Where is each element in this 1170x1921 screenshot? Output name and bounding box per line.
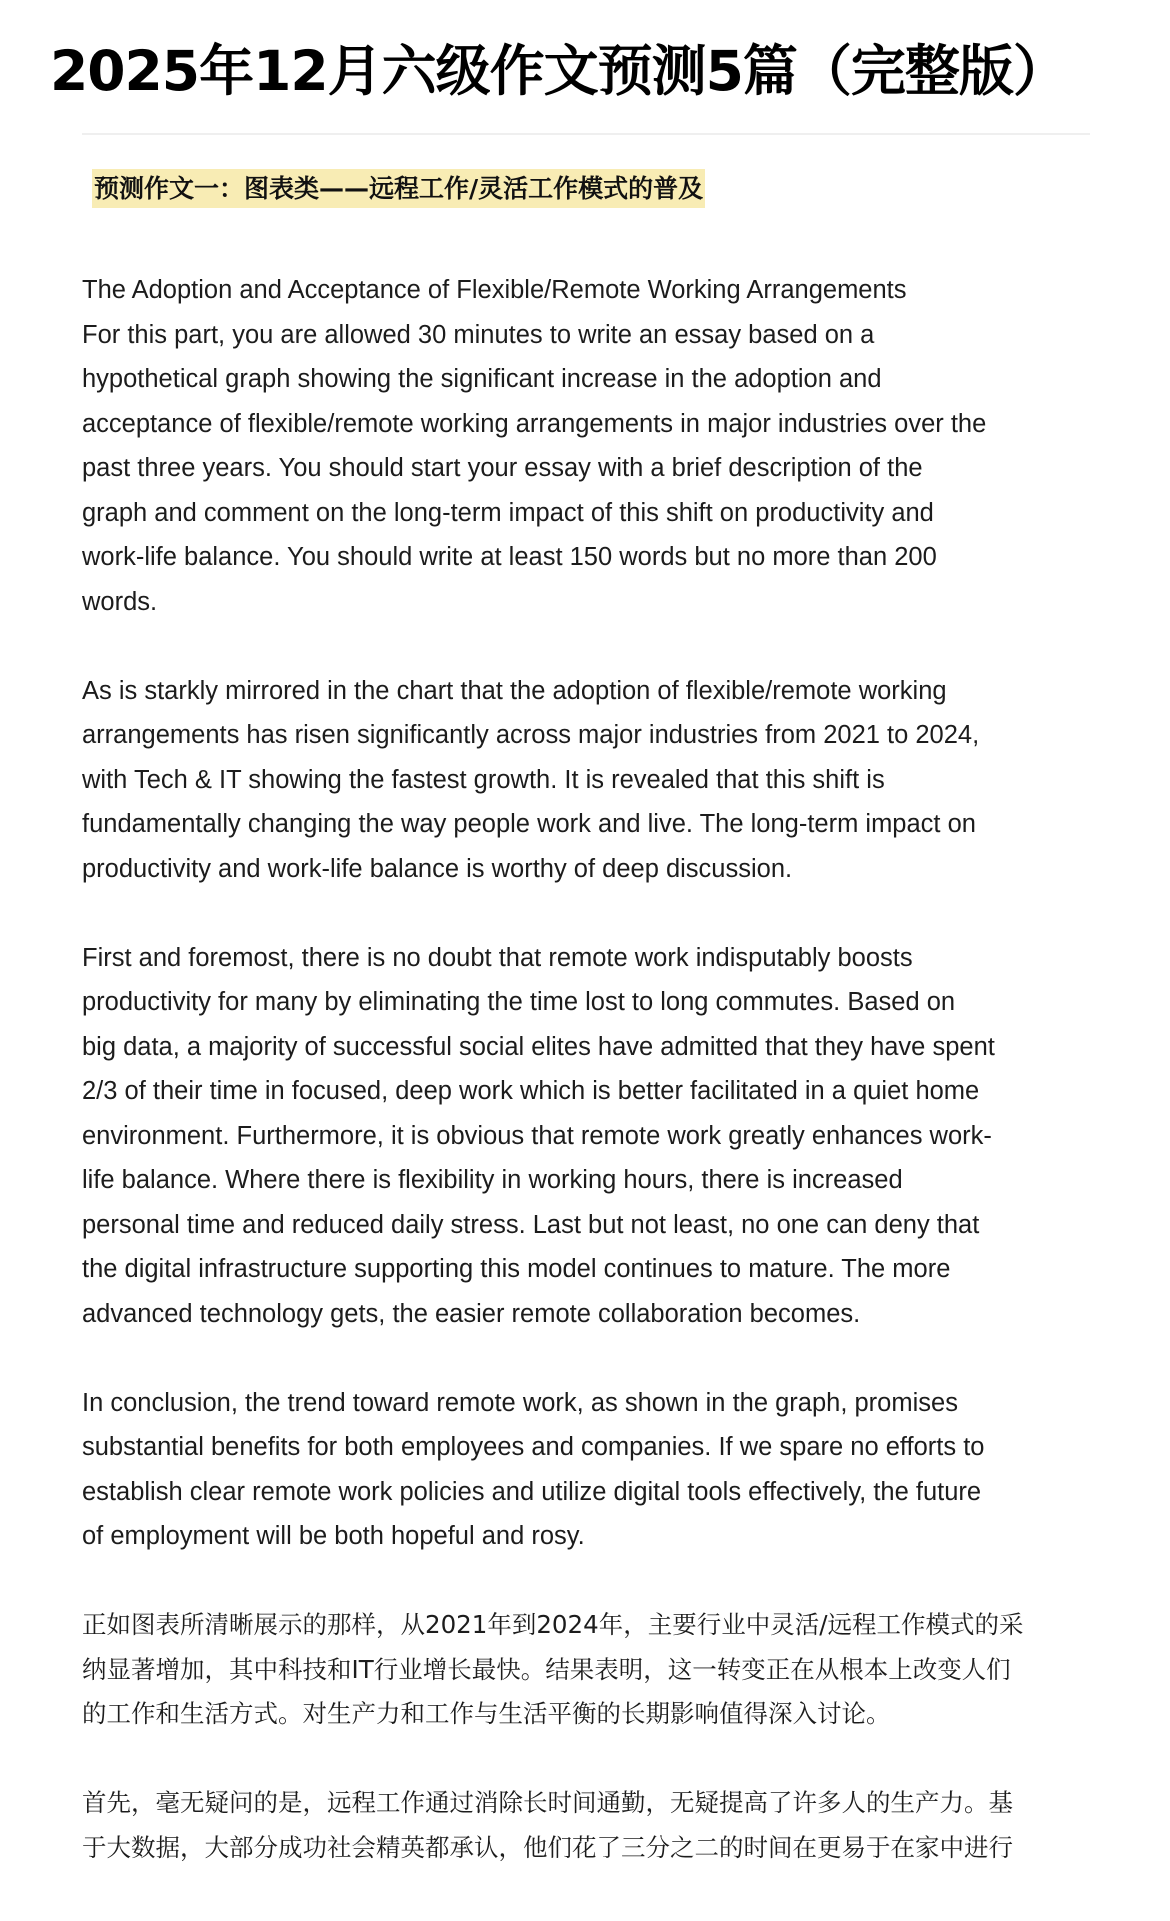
- essay-line: environment. Furthermore, it is obvious that remote work greatly enhances work-: [82, 1121, 992, 1150]
- essay-line: with Tech & IT showing the fastest growth. It is revealed that this shift is: [82, 765, 885, 794]
- prompt-line: graph and comment on the long-term impact of this shift on productivity and: [82, 498, 934, 527]
- essay-prompt: [82, 268, 1092, 624]
- essay-line: 2/3 of their time in focused, deep work which is better facilitated in a quiet home: [82, 1077, 980, 1105]
- prompt-line: hypothetical graph showing the significant increase in the adoption and: [82, 365, 882, 393]
- essay-line: big data, a majority of successful social elites have admitted that they have spent: [82, 1032, 995, 1061]
- essay-line: advanced technology gets, the easier remote collaboration becomes.: [82, 1299, 861, 1328]
- essay-line: productivity for many by eliminating the time lost to long commutes. Based on: [82, 988, 956, 1016]
- prompt-line: past three years. You should start your essay with a brief description of the: [82, 454, 923, 482]
- document-title: 2025年12月六级作文预测5篇（完整版）: [50, 39, 1067, 103]
- translation-line: 纳显著增加，其中科技和IT行业增长最快。结果表明，这一转变正在从根本上改变人们: [82, 1654, 1011, 1684]
- essay-line: substantial benefits for both employees and companies. If we spare no efforts to: [82, 1433, 985, 1461]
- section-heading-highlighted: 预测作文一：图表类——远程工作/灵活工作模式的普及: [92, 169, 705, 208]
- prompt-title: The Adoption and Acceptance of Flexible/Remote Working Arrangements: [82, 276, 907, 304]
- essay-line: First and foremost, there is no doubt that remote work indisputably boosts: [82, 943, 913, 972]
- essay-line: of employment will be both hopeful and rosy.: [82, 1522, 585, 1550]
- essay-line: establish clear remote work policies and utilize digital tools effectively, the future: [82, 1477, 982, 1506]
- article-body: [82, 268, 1092, 1915]
- translation-paragraph-body: [82, 1781, 1092, 1870]
- essay-paragraph-body: [82, 936, 1092, 1337]
- translation-line: 的工作和生活方式。对生产力和工作与生活平衡的长期影响值得深入讨论。: [82, 1699, 891, 1728]
- prompt-line: work-life balance. You should write at least 150 words but no more than 200: [82, 543, 937, 571]
- prompt-line: acceptance of flexible/remote working arrangements in major industries over the: [82, 409, 987, 438]
- translation-line: 于大数据，大部分成功社会精英都承认，他们花了三分之二的时间在更易于在家中进行: [82, 1832, 1013, 1862]
- translation-line: 正如图表所清晰展示的那样，从2021年到2024年，主要行业中灵活/远程工作模式的采: [82, 1610, 1024, 1639]
- essay-line: In conclusion, the trend toward remote work, as shown in the graph, promises: [82, 1388, 958, 1417]
- essay-paragraph-conclusion: [82, 1381, 1092, 1559]
- essay-line: productivity and work-life balance is worthy of deep discussion.: [82, 854, 793, 883]
- essay-line: personal time and reduced daily stress. Last but not least, no one can deny that: [82, 1210, 980, 1239]
- essay-line: fundamentally changing the way people work and live. The long-term impact on: [82, 810, 976, 838]
- title-divider: [82, 133, 1090, 135]
- translation-line: 首先，毫无疑问的是，远程工作通过消除长时间通勤，无疑提高了许多人的生产力。基: [82, 1788, 1013, 1817]
- essay-paragraph-intro: [82, 669, 1092, 892]
- essay-line: arrangements has risen significantly across major industries from 2021 to 2024,: [82, 721, 980, 749]
- prompt-line: For this part, you are allowed 30 minutes to write an essay based on a: [82, 320, 875, 349]
- translation-paragraph-intro: [82, 1603, 1092, 1737]
- essay-line: the digital infrastructure supporting this model continues to mature. The more: [82, 1255, 951, 1283]
- essay-line: As is starkly mirrored in the chart that the adoption of flexible/remote working: [82, 676, 947, 705]
- prompt-line: words.: [82, 587, 158, 616]
- essay-line: life balance. Where there is flexibility in working hours, there is increased: [82, 1166, 903, 1194]
